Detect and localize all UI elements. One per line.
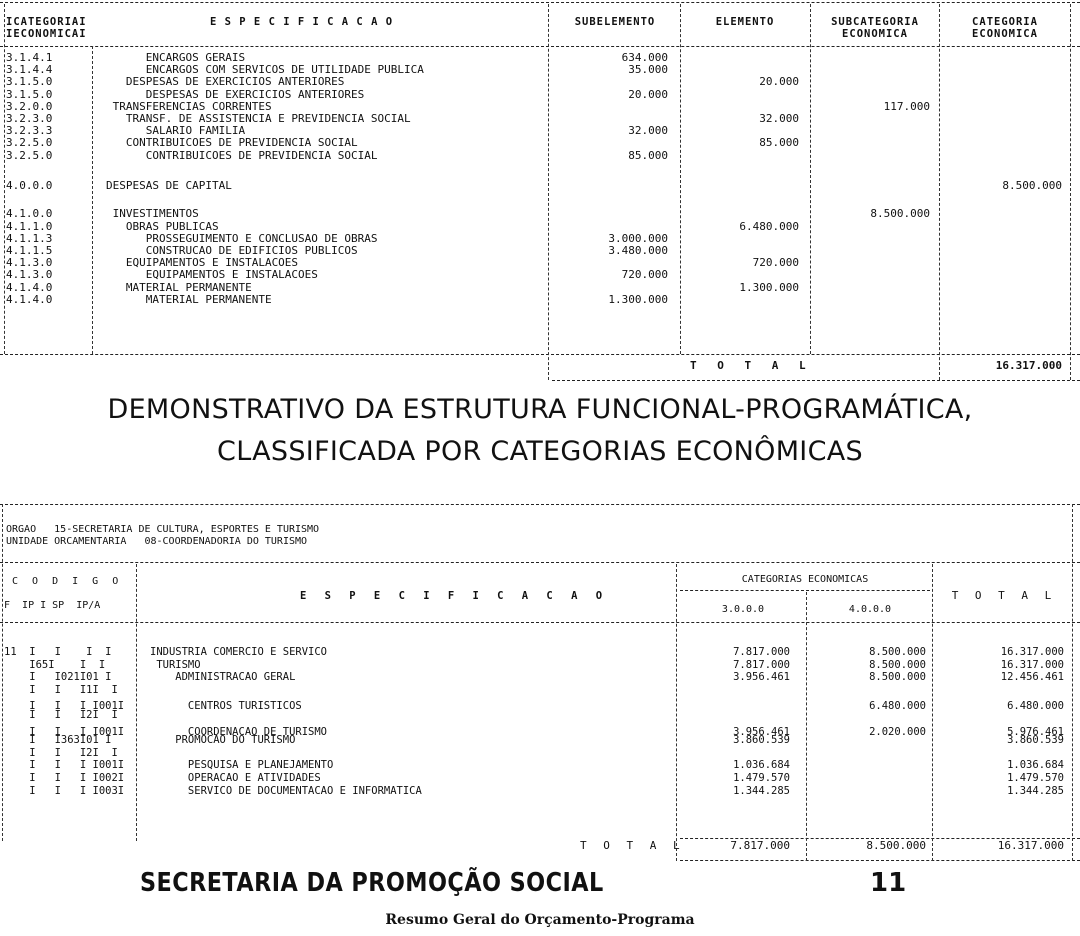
- row-3000: 7.817.000: [733, 658, 790, 671]
- row-codes: I I I I002I: [4, 772, 125, 784]
- row-elemento: 85.000: [759, 136, 799, 150]
- table-row: [0, 747, 1080, 759]
- divider: [0, 2, 1080, 3]
- row-spec: ADMINISTRACAO GERAL: [150, 671, 296, 684]
- row-spec: TRANSF. DE ASSISTENCIA E PREVIDENCIA SOCIAL: [106, 112, 411, 125]
- row-3000: 1.344.285: [733, 784, 790, 797]
- row-codes: I I I I001I: [4, 759, 125, 772]
- row-spec: CONSTRUCAO DE EDIFICIOS PUBLICOS: [106, 244, 358, 257]
- table-row: [0, 192, 1080, 204]
- row-total: 1.344.285: [1007, 784, 1064, 797]
- table-row: [0, 208, 1080, 220]
- table-row: [0, 245, 1080, 257]
- table-row: [0, 772, 1080, 784]
- divider: [0, 562, 1080, 563]
- row-subelemento: 32.000: [628, 124, 668, 138]
- table-row: [0, 646, 1080, 658]
- divider: [0, 46, 1080, 47]
- row-codes: I I I I001I: [4, 725, 125, 738]
- col-4000-header: 4.0.0.0: [848, 604, 892, 615]
- row-codes: 11 I I I I: [4, 646, 112, 658]
- table-row: [0, 52, 1080, 64]
- row-spec: INVESTIMENTOS: [106, 207, 199, 221]
- row-spec: OBRAS PUBLICAS: [106, 219, 219, 233]
- table-row: [0, 684, 1080, 696]
- total-grand: 16.317.000: [997, 839, 1064, 852]
- table-row: [0, 294, 1080, 306]
- table-row: [0, 759, 1080, 771]
- row-subcategoria: 8.500.000: [870, 207, 930, 221]
- row-codes: I I I2I I: [4, 709, 118, 721]
- unit-orcamentaria-line: UNIDADE ORCAMENTARIA 08-COORDENADORIA DO TURISMO: [6, 536, 308, 547]
- footer-subtitle: Resumo Geral do Orçamento-Programa: [385, 912, 695, 928]
- row-code: 3.2.5.0: [6, 136, 53, 150]
- row-subelemento: 3.480.000: [608, 244, 668, 257]
- row-subelemento: 3.000.000: [608, 231, 668, 245]
- table-row: [0, 659, 1080, 671]
- divider: [680, 860, 1080, 861]
- total-label: T O T A L: [580, 839, 685, 852]
- row-categoria: 8.500.000: [1002, 179, 1062, 192]
- total-label: T O T A L: [690, 359, 813, 372]
- row-code: 4.1.3.0: [6, 268, 53, 282]
- total-3000: 7.817.000: [730, 839, 790, 852]
- row-subelemento: 634.000: [621, 51, 668, 64]
- table-row: [0, 671, 1080, 683]
- row-spec: MATERIAL PERMANENTE: [106, 292, 272, 306]
- row-3000: 3.860.539: [733, 734, 790, 747]
- header-elemento: ELEMENTO: [715, 16, 775, 28]
- row-total: 1.036.684: [1007, 759, 1064, 772]
- footer-title: SECRETARIA DA PROMOÇÃO SOCIAL: [140, 868, 604, 898]
- row-total: 3.860.539: [1007, 734, 1064, 747]
- row-code: 4.1.1.3: [6, 231, 53, 245]
- row-codes: I I I2I I: [4, 746, 118, 759]
- row-elemento: 32.000: [759, 112, 799, 125]
- table-row: [0, 76, 1080, 88]
- table-row: [0, 180, 1080, 192]
- functional-program-table: [0, 500, 1080, 865]
- row-code: 4.1.1.5: [6, 244, 53, 257]
- row-spec: DESPESAS DE EXERCICIOS ANTERIORES: [106, 75, 345, 89]
- row-codes: I I I I001I: [4, 700, 125, 713]
- row-spec: EQUIPAMENTOS E INSTALACOES: [106, 268, 318, 282]
- row-spec: EQUIPAMENTOS E INSTALACOES: [106, 256, 299, 270]
- row-3000: 3.956.461: [733, 671, 790, 684]
- row-4000: 8.500.000: [869, 671, 926, 684]
- col-3000-header: 3.0.0.0: [721, 604, 765, 615]
- row-subelemento: 20.000: [628, 87, 668, 101]
- row-subelemento: 720.000: [621, 268, 668, 282]
- table-row: [0, 125, 1080, 137]
- row-code: 4.1.0.0: [6, 207, 53, 221]
- row-spec: PESQUISA E PLANEJAMENTO: [150, 759, 334, 772]
- row-total: 12.456.461: [1000, 671, 1064, 684]
- row-codes: I I I1I I: [4, 683, 118, 696]
- row-total: 5.976.461: [1007, 725, 1064, 738]
- row-elemento: 20.000: [759, 75, 799, 89]
- expense-table: [0, 0, 1080, 384]
- table-row: [0, 89, 1080, 101]
- row-spec: ENCARGOS GERAIS: [106, 51, 246, 64]
- row-subelemento: 35.000: [628, 63, 668, 77]
- divider: [0, 504, 1080, 505]
- row-spec: TRANSFERENCIAS CORRENTES: [106, 99, 272, 113]
- row-code: 3.2.0.0: [6, 99, 53, 113]
- row-spec: CENTROS TURISTICOS: [150, 700, 302, 713]
- table-row: [0, 233, 1080, 245]
- row-spec: SERVICO DE DOCUMENTACAO E INFORMATICA: [150, 784, 422, 797]
- row-code: 3.1.5.0: [6, 75, 53, 89]
- row-subelemento: 1.300.000: [608, 292, 668, 306]
- row-code: 4.1.1.0: [6, 219, 53, 233]
- row-4000: 8.500.000: [869, 646, 926, 658]
- table-row: [0, 257, 1080, 269]
- row-spec: DESPESAS DE CAPITAL: [106, 179, 232, 192]
- table-row: [0, 282, 1080, 294]
- row-codes: I65I I I: [4, 658, 106, 671]
- row-codes: I I363I01 I: [4, 734, 112, 747]
- row-spec: PROSSEGUIMENTO E CONCLUSAO DE OBRAS: [106, 231, 378, 245]
- row-code: 4.1.3.0: [6, 256, 53, 270]
- row-spec: ENCARGOS COM SERVICOS DE UTILIDADE PUBLICA: [106, 63, 424, 77]
- table-row: [0, 785, 1080, 797]
- row-total: 6.480.000: [1007, 700, 1064, 713]
- row-code: 4.0.0.0: [6, 179, 53, 192]
- table-row: [0, 709, 1080, 721]
- header-categoria-economica: ICATEGORIAI IECONOMICAI: [6, 16, 87, 40]
- header-categoria: CATEGORIA ECONOMICA: [972, 16, 1038, 40]
- table-row: [0, 150, 1080, 162]
- table-row: [0, 137, 1080, 149]
- header-especificacao: E S P E C I F I C A C A O: [210, 16, 394, 28]
- row-code: 3.2.5.0: [6, 148, 53, 162]
- row-code: 3.1.4.1: [6, 51, 53, 64]
- row-code: 3.1.5.0: [6, 87, 53, 101]
- total-header: T O T A L: [951, 589, 1057, 602]
- row-code: 4.1.4.0: [6, 280, 53, 294]
- row-4000: 2.020.000: [869, 725, 926, 738]
- table-row: [0, 734, 1080, 746]
- row-4000: 6.480.000: [869, 700, 926, 713]
- divider: [0, 354, 1080, 355]
- unit-orgao-line: ORGAO 15-SECRETARIA DE CULTURA, ESPORTES E TURISMO: [6, 524, 320, 535]
- table-row: [0, 221, 1080, 233]
- row-codes: I I I I003I: [4, 784, 125, 797]
- row-3000: 1.479.570: [733, 772, 790, 784]
- row-total: 1.479.570: [1007, 772, 1064, 784]
- row-spec: INDUSTRIA COMERCIO E SERVICO: [150, 646, 328, 658]
- table-row: [0, 269, 1080, 281]
- table-row: [0, 113, 1080, 125]
- table-row: [0, 64, 1080, 76]
- row-total: 16.317.000: [1000, 646, 1064, 658]
- row-spec: OPERACAO E ATIVIDADES: [150, 772, 321, 784]
- row-spec: PROMOCAO DO TURISMO: [150, 734, 296, 747]
- row-codes: I I021I01 I: [4, 671, 112, 684]
- row-3000: 1.036.684: [733, 759, 790, 772]
- section-heading-line1: DEMONSTRATIVO DA ESTRUTURA FUNCIONAL-PROGRAMÁTICA,: [107, 394, 973, 425]
- row-total: 16.317.000: [1000, 658, 1064, 671]
- row-elemento: 720.000: [752, 256, 799, 270]
- header-subcategoria: SUBCATEGORIA ECONOMICA: [831, 16, 919, 40]
- divider: [0, 622, 1080, 623]
- row-spec: TURISMO: [150, 658, 201, 671]
- row-elemento: 6.480.000: [739, 219, 799, 233]
- codigo-header: C O D I G O: [12, 576, 123, 587]
- section-heading-line2: CLASSIFICADA POR CATEGORIAS ECONÔMICAS: [217, 436, 863, 467]
- row-spec: CONTRIBUICOES DE PREVIDENCIA SOCIAL: [106, 148, 378, 162]
- row-spec: CONTRIBUICOES DE PREVIDENCIA SOCIAL: [106, 136, 358, 150]
- categorias-header: CATEGORIAS ECONOMICAS: [741, 574, 869, 585]
- row-3000: 7.817.000: [733, 646, 790, 658]
- row-code: 3.2.3.0: [6, 112, 53, 125]
- row-spec: MATERIAL PERMANENTE: [106, 280, 252, 294]
- total-4000: 8.500.000: [866, 839, 926, 852]
- row-spec: SALARIO FAMILIA: [106, 124, 246, 138]
- row-3000: 3.956.461: [733, 725, 790, 738]
- row-code: 3.2.3.3: [6, 124, 53, 138]
- row-spec: DESPESAS DE EXERCICIOS ANTERIORES: [106, 87, 365, 101]
- divider: [680, 590, 930, 591]
- row-code: 4.1.4.0: [6, 292, 53, 306]
- spec-header: E S P E C I F I C A C A O: [300, 590, 609, 602]
- row-spec: COORDENACAO DE TURISMO: [150, 725, 328, 738]
- row-elemento: 1.300.000: [739, 280, 799, 294]
- total-value: 16.317.000: [995, 359, 1062, 372]
- page-number: 11: [870, 868, 907, 898]
- row-subcategoria: 117.000: [883, 99, 930, 113]
- header-subelemento: SUBELEMENTO: [574, 16, 656, 28]
- divider: [552, 380, 1080, 381]
- codigo-subheader: F IP I SP IP/A: [4, 600, 101, 611]
- table-row: [0, 162, 1080, 174]
- row-subelemento: 85.000: [628, 148, 668, 162]
- row-4000: 8.500.000: [869, 658, 926, 671]
- row-code: 3.1.4.4: [6, 63, 53, 77]
- table-row: [0, 101, 1080, 113]
